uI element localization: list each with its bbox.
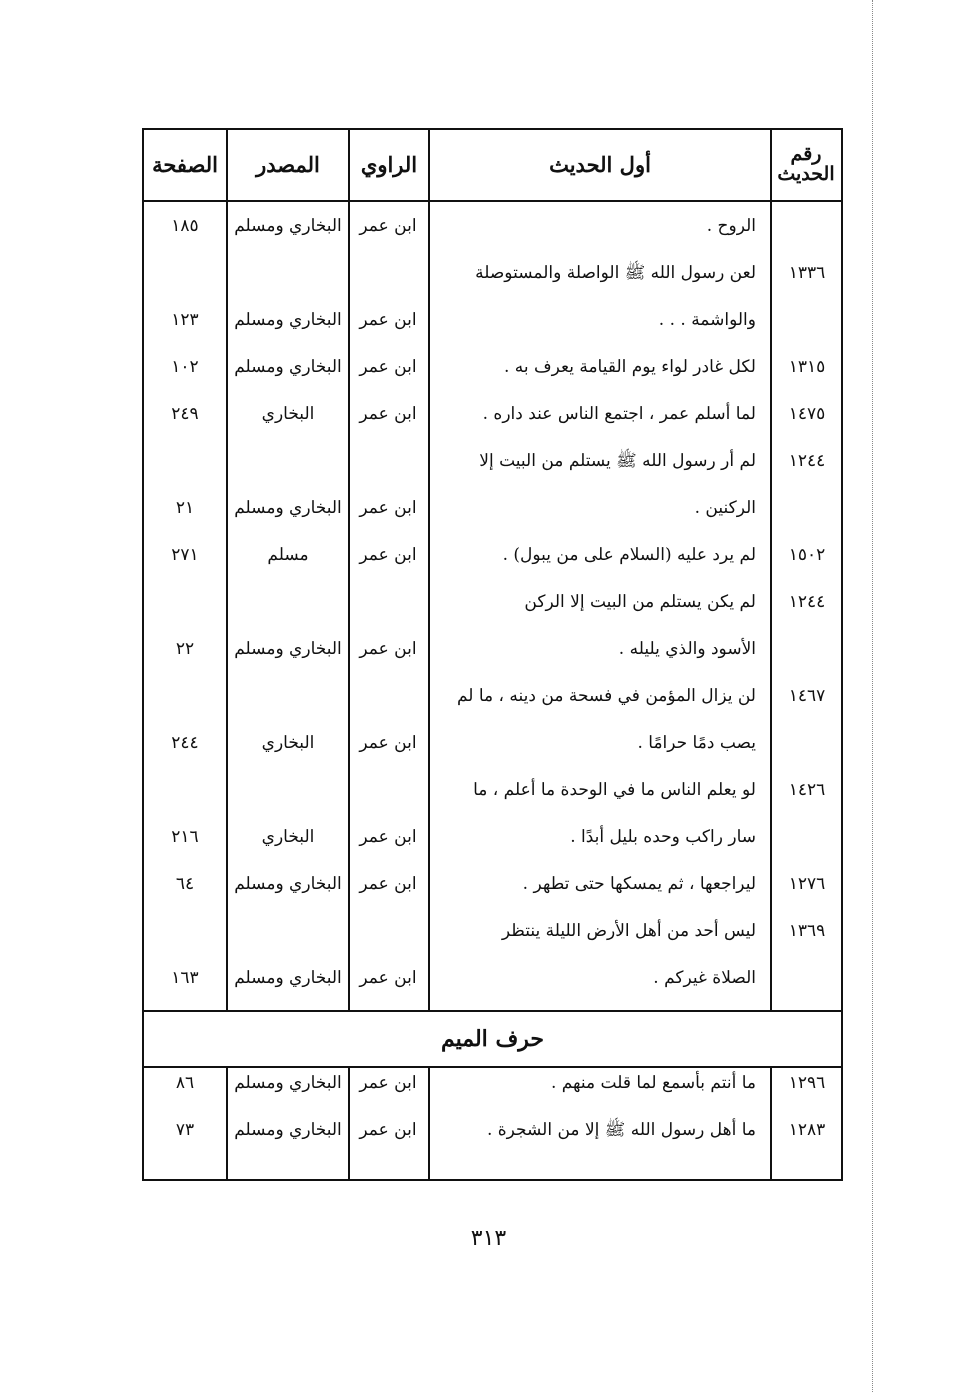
header-page: الصفحة bbox=[152, 151, 218, 177]
row-hadith-text: لم يكن يستلم من البيت إلا الركن bbox=[524, 592, 756, 612]
row-hadith-text: لعن رسول الله ﷺ الواصلة والمستوصلة bbox=[475, 263, 756, 283]
row-hadith-number: ١٤٦٧ bbox=[788, 686, 826, 706]
row-page: ٢١٦ bbox=[171, 827, 199, 847]
row-narrator: ابن عمر bbox=[359, 310, 417, 330]
row-hadith-text: والواشمة . . . bbox=[658, 310, 756, 330]
row-narrator: ابن عمر bbox=[359, 357, 417, 377]
row-source: البخاري ومسلم bbox=[234, 498, 342, 518]
row-hadith-number bbox=[774, 955, 840, 1002]
row-hadith-number bbox=[774, 203, 840, 250]
row-hadith-number: ١٣٣٦ bbox=[788, 263, 826, 283]
row-source: البخاري ومسلم bbox=[234, 357, 342, 377]
header-narrator: الراوي bbox=[360, 151, 418, 177]
row-hadith-number: ١٢٨٣ bbox=[788, 1120, 826, 1140]
row-source bbox=[228, 908, 348, 955]
row-source: البخاري ومسلم bbox=[234, 310, 342, 330]
row-source bbox=[228, 250, 348, 297]
row-page: ٦٤ bbox=[175, 874, 195, 894]
row-narrator: ابن عمر bbox=[359, 733, 417, 753]
row-narrator: ابن عمر bbox=[359, 404, 417, 424]
row-source: مسلم bbox=[267, 545, 309, 565]
row-page bbox=[144, 438, 226, 485]
row-hadith-text: الصلاة غيركم . bbox=[653, 968, 756, 988]
row-hadith-text: ما أنتم بأسمع لما قلت منهم . bbox=[550, 1073, 756, 1093]
row-source: البخاري ومسلم bbox=[234, 216, 342, 236]
row-hadith-text: الأسود والذي يليله . bbox=[618, 639, 756, 659]
row-page: ٨٦ bbox=[175, 1073, 195, 1093]
row-page: ١٢٣ bbox=[171, 310, 199, 330]
column-divider bbox=[770, 1066, 772, 1181]
row-hadith-text: ما أهل رسول الله ﷺ إلا من الشجرة . bbox=[486, 1120, 756, 1140]
row-hadith-text: الروح . bbox=[706, 216, 756, 236]
row-hadith-number: ١٢٤٤ bbox=[788, 592, 826, 612]
row-hadith-number: ١٢٩٦ bbox=[788, 1073, 826, 1093]
row-page: ٢٤٤ bbox=[171, 733, 199, 753]
row-hadith-text: لن يزال المؤمن في فسحة من دينه ، ما لم bbox=[456, 686, 756, 706]
row-narrator: ابن عمر bbox=[359, 1120, 417, 1140]
row-hadith-number: ١٢٤٤ bbox=[788, 451, 826, 471]
row-narrator: ابن عمر bbox=[359, 639, 417, 659]
row-narrator: ابن عمر bbox=[359, 968, 417, 988]
row-page: ٢٤٩ bbox=[171, 404, 199, 424]
row-hadith-number: ١٤٢٦ bbox=[788, 780, 826, 800]
row-hadith-number bbox=[774, 485, 840, 532]
row-narrator bbox=[350, 438, 426, 485]
row-narrator bbox=[350, 579, 426, 626]
row-page: ١٨٥ bbox=[171, 216, 199, 236]
row-narrator: ابن عمر bbox=[359, 498, 417, 518]
header-source: المصدر bbox=[256, 151, 320, 177]
row-narrator: ابن عمر bbox=[359, 874, 417, 894]
page-edge-dotted-line bbox=[872, 0, 873, 1392]
row-hadith-number bbox=[774, 814, 840, 861]
row-page bbox=[144, 908, 226, 955]
row-page: ١٦٣ bbox=[171, 968, 199, 988]
row-hadith-number: ١٤٧٥ bbox=[788, 404, 826, 424]
row-hadith-text: ليراجعها ، ثم يمسكها حتى تطهر . bbox=[522, 874, 756, 894]
row-hadith-number: ١٢٧٦ bbox=[788, 874, 826, 894]
row-source: البخاري bbox=[261, 827, 315, 847]
row-narrator bbox=[350, 250, 426, 297]
row-narrator bbox=[350, 908, 426, 955]
row-narrator: ابن عمر bbox=[359, 827, 417, 847]
row-source bbox=[228, 438, 348, 485]
row-source: البخاري bbox=[261, 733, 315, 753]
header-hadith-number: رقم الحديث bbox=[777, 143, 835, 185]
row-hadith-text: لما أسلم عمر ، اجتمع الناس عند داره . bbox=[482, 404, 756, 424]
hadith-index-table bbox=[142, 128, 843, 1181]
row-hadith-text: سار راكب وحده بليل أبدًا . bbox=[570, 827, 756, 847]
row-hadith-number bbox=[774, 626, 840, 673]
row-source bbox=[228, 767, 348, 814]
row-page: ١٠٢ bbox=[171, 357, 199, 377]
row-source: البخاري ومسلم bbox=[234, 968, 342, 988]
column-divider bbox=[770, 130, 772, 1010]
row-hadith-text: الركنين . bbox=[694, 498, 756, 518]
row-hadith-text: ليس أحد من أهل الأرض الليلة ينتظر bbox=[501, 921, 756, 941]
row-narrator: ابن عمر bbox=[359, 1073, 417, 1093]
row-page: ٢٧١ bbox=[171, 545, 199, 565]
row-source: البخاري ومسلم bbox=[234, 639, 342, 659]
row-hadith-number bbox=[774, 297, 840, 344]
row-page: ٧٣ bbox=[175, 1120, 195, 1140]
row-page bbox=[144, 673, 226, 720]
header-hadith-start: أول الحديث bbox=[549, 151, 651, 177]
header-divider bbox=[144, 200, 841, 202]
row-source: البخاري ومسلم bbox=[234, 1073, 342, 1093]
row-hadith-number: ١٣٦٩ bbox=[788, 921, 826, 941]
section-title: حرف الميم bbox=[440, 1026, 545, 1052]
row-page bbox=[144, 767, 226, 814]
row-source: البخاري ومسلم bbox=[234, 1120, 342, 1140]
row-hadith-text: لم أر رسول الله ﷺ يستلم من البيت إلا bbox=[479, 451, 756, 471]
row-hadith-number: ١٥٠٢ bbox=[788, 545, 826, 565]
row-hadith-text: لم يرد عليه (السلام على من يبول) . bbox=[502, 545, 756, 565]
row-hadith-number: ١٣١٥ bbox=[788, 357, 826, 377]
row-source: البخاري ومسلم bbox=[234, 874, 342, 894]
row-page bbox=[144, 579, 226, 626]
row-page: ٢٢ bbox=[175, 639, 195, 659]
row-page: ٢١ bbox=[175, 498, 195, 518]
row-hadith-text: لكل غادر لواء يوم القيامة يعرف به . bbox=[503, 357, 756, 377]
row-source bbox=[228, 673, 348, 720]
row-hadith-text: يصب دمًا حرامًا . bbox=[637, 733, 756, 753]
row-hadith-number bbox=[774, 720, 840, 767]
row-source: البخاري bbox=[261, 404, 315, 424]
row-source bbox=[228, 579, 348, 626]
row-page bbox=[144, 250, 226, 297]
row-hadith-text: لو يعلم الناس ما في الوحدة ما أعلم ، ما bbox=[473, 780, 756, 800]
row-narrator: ابن عمر bbox=[359, 216, 417, 236]
row-narrator bbox=[350, 767, 426, 814]
page-number: ٣١٣ bbox=[470, 1226, 507, 1251]
row-narrator: ابن عمر bbox=[359, 545, 417, 565]
row-narrator bbox=[350, 673, 426, 720]
